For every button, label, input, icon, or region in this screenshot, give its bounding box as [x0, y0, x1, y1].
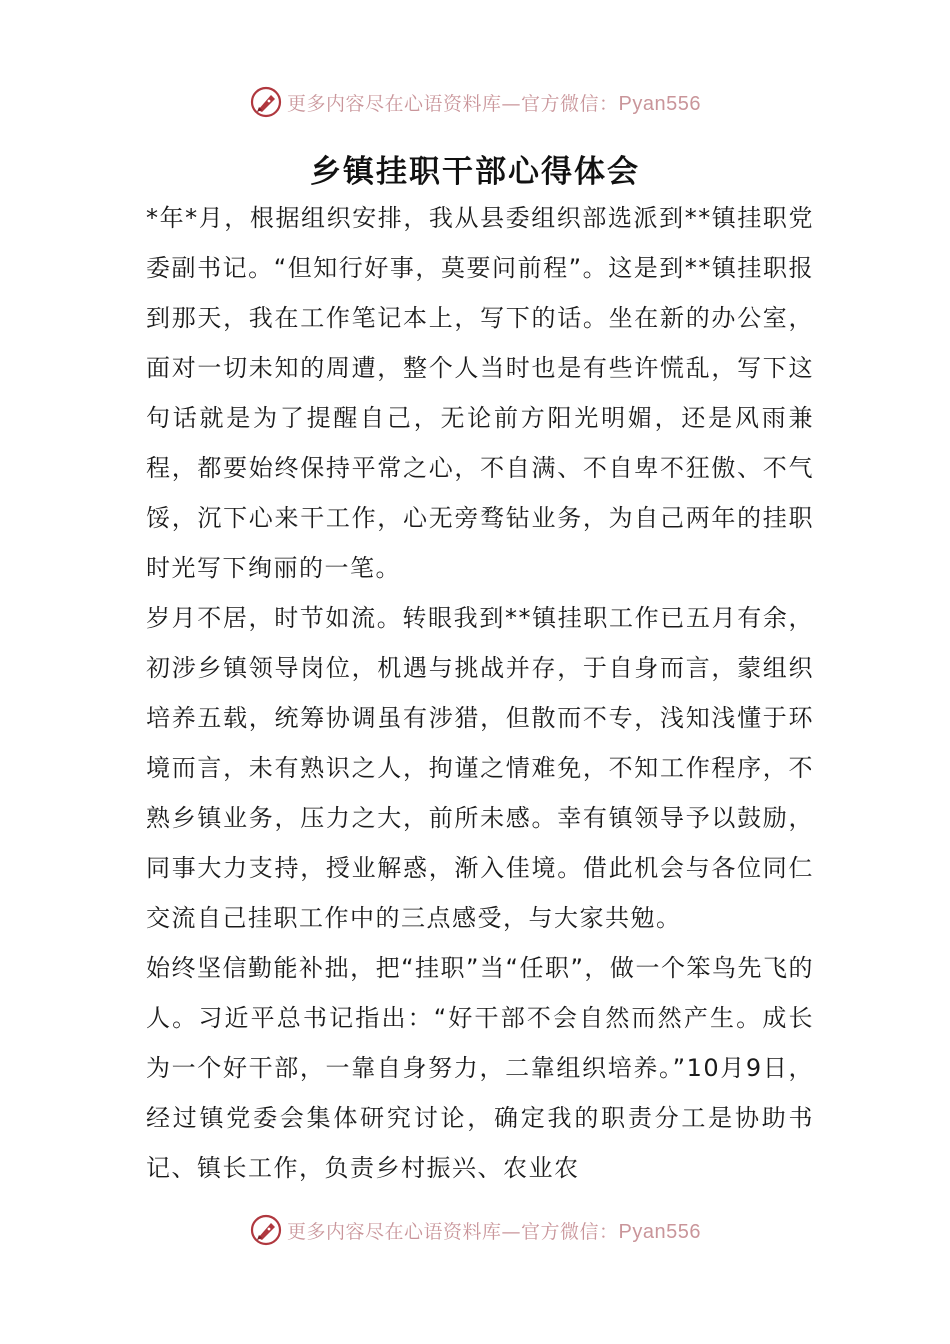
paragraph-2: 岁月不居，时节如流。转眼我到**镇挂职工作已五月有余，初涉乡镇领导岗位，机遇与挑战并存，于自身而言，蒙组织培养五载，统筹协调虽有涉猎，但散而不专，浅知浅懂于环境而言，未有熟识之人，拘谨之情难免，不知工作程序，不熟乡镇业务，压力之大，前所未感。幸有镇领导予以鼓励，同事大力支持，授业解惑，渐入佳境。借此机会与各位同仁交流自己挂职工作中的三点感受，与大家共勉。	[146, 604, 814, 932]
paragraph-3: 始终坚信勤能补拙，把“挂职”当“任职”，做一个笨鸟先飞的人。习近平总书记指出：“好干部不会自然而然产生。成长为一个好干部，一靠自身努力，二靠组织培养。”10月9日，经过镇党委会集体研究讨论，确定我的职责分工是协助书记、镇长工作，负责乡村振兴、农业农	[146, 954, 814, 1182]
document-title: 乡镇挂职干部心得体会	[310, 154, 640, 190]
watermark-banner-bottom	[0, 1210, 950, 1250]
paragraph-1: *年*月，根据组织安排，我从县委组织部选派到**镇挂职党委副书记。“但知行好事，莫要问前程”。这是到**镇挂职报到那天，我在工作笔记本上，写下的话。坐在新的办公室，面对一切未知的周遭，整个人当时也是有些许慌乱，写下这句话就是为了提醒自己，无论前方阳光明媚，还是风雨兼程，都要始终保持平常之心，不自满、不自卑不狂傲、不气馁，沉下心来干工作，心无旁骛钻业务，为自己两年的挂职时光写下绚丽的一笔。	[146, 204, 814, 582]
watermark-text: 更多内容尽在心语资料库—官方微信：Pyan556	[287, 92, 701, 115]
pen-nib-circle-icon	[249, 1213, 283, 1247]
watermark-banner-top	[0, 82, 950, 122]
document-body	[146, 193, 814, 1193]
watermark-text: 更多内容尽在心语资料库—官方微信：Pyan556	[287, 1220, 701, 1243]
pen-nib-circle-icon	[249, 85, 283, 119]
watermark-wechat-id: Pyan556	[618, 1220, 701, 1243]
watermark-wechat-id: Pyan556	[618, 92, 701, 115]
